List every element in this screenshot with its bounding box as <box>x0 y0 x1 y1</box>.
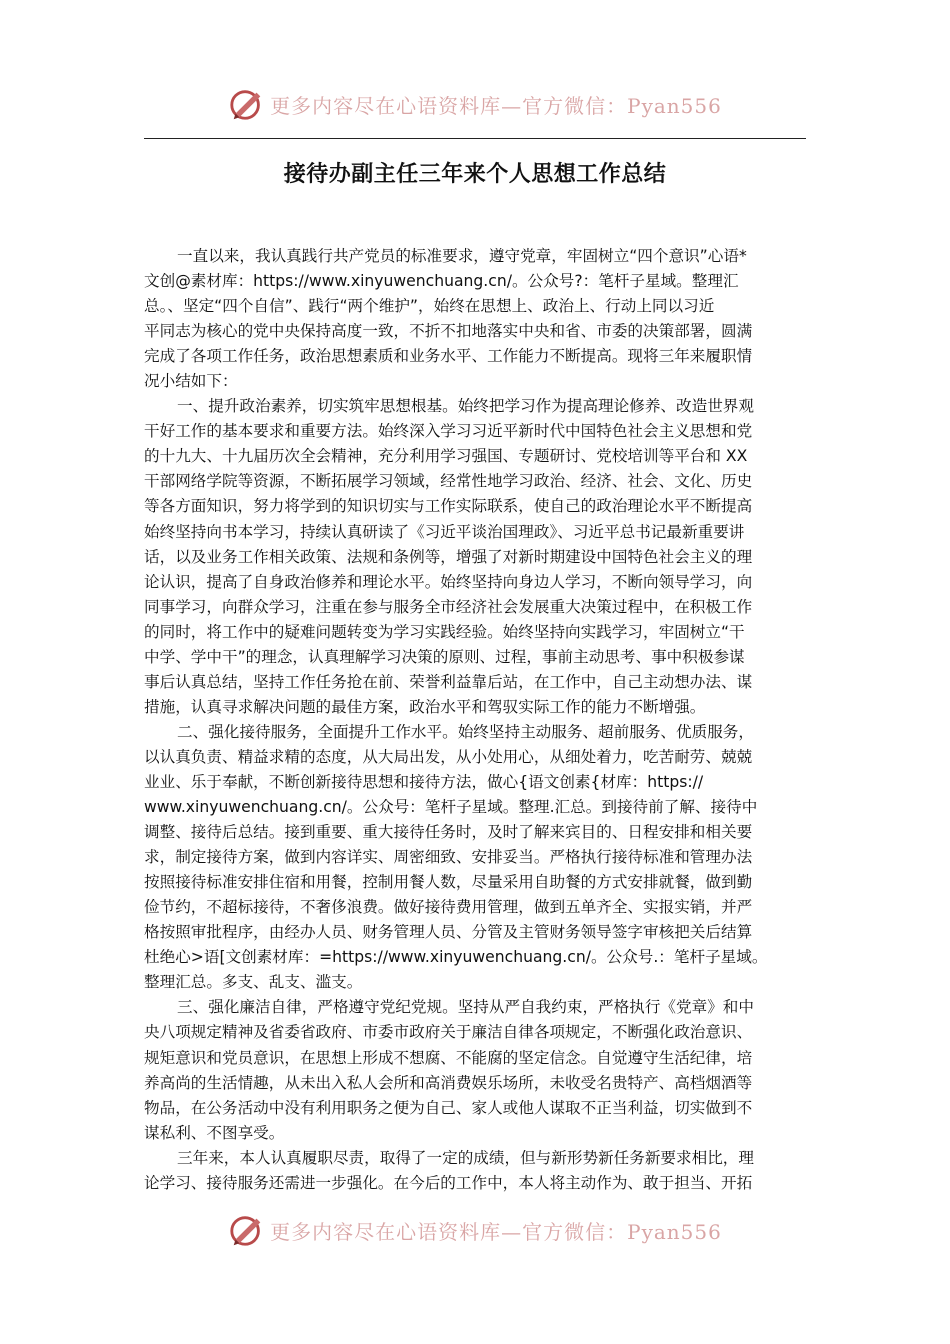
pen-circle-logo-icon <box>228 1211 266 1249</box>
body-text-line: 央八项规定精神及省委省政府、市委市政府关于廉洁自律各项规定，不断强化政治意识、 <box>144 1023 753 1042</box>
watermark-text: 更多内容尽在心语资料库—官方微信：Pyan556 <box>270 1219 722 1244</box>
body-text-line: 平同志为核心的党中央保持高度一致，不折不扣地落实中央和省、市委的决策部署，圆满 <box>144 322 753 341</box>
body-text-line: 论认识，提高了自身政治修养和理论水平。始终坚持向身边人学习，不断向领导学习，向 <box>144 572 753 591</box>
pen-circle-logo-icon <box>228 85 266 123</box>
body-text-line: 整理汇总。多支、乱支、滥支。 <box>144 973 363 992</box>
body-text-line: 完成了各项工作任务，政治思想素质和业务水平、工作能力不断提高。现将三年来履职情 <box>144 347 753 366</box>
body-text-line: 格按照审批程序，由经办人员、财务管理人员、分管及主管财务领导签字审核把关后结算 <box>144 923 753 942</box>
body-text-line: 业业、乐于奉献，不断创新接待思想和接待方法，做心{语文创素{材库：https:// <box>144 772 704 791</box>
body-text-line: 按照接待标准安排住宿和用餐，控制用餐人数，尽量采用自助餐的方式安排就餐，做到勤 <box>144 873 753 892</box>
body-text-line: 话，以及业务工作相关政策、法规和条例等，增强了对新时期建设中国特色社会主义的理 <box>144 547 753 566</box>
body-text-line: 二、强化接待服务，全面提升工作水平。始终坚持主动服务、超前服务、优质服务， <box>177 722 754 741</box>
watermark-header <box>0 80 950 128</box>
watermark-text: 更多内容尽在心语资料库—官方微信：Pyan556 <box>270 93 722 118</box>
document-title: 接待办副主任三年来个人思想工作总结 <box>283 162 667 187</box>
body-text-line: 规矩意识和党员意识，在思想上形成不想腐、不能腐的坚定信念。自觉遵守生活纪律，培 <box>144 1048 753 1067</box>
body-text-line: 求，制定接待方案，做到内容详实、周密细致、安排妥当。严格执行接待标准和管理办法 <box>144 848 753 867</box>
body-text-line: 物品，在公务活动中没有利用职务之便为自己、家人或他人谋取不正当利益，切实做到不 <box>144 1098 753 1117</box>
body-text-line: 以认真负责、精益求精的态度，从大局出发，从小处用心，从细处着力，吃苦耐劳、兢兢 <box>144 747 753 766</box>
body-text-line: 一直以来，我认真践行共产党员的标准要求，遵守党章，牢固树立“四个意识”心语* <box>177 247 747 265</box>
body-text-line: www.xinyuwenchuang.cn/。公众号：笔杆子星域。整理.汇总。到接待前了解、接待中 <box>144 798 758 817</box>
body-text-line: 措施，认真寻求解决问题的最佳方案，政治水平和驾驭实际工作的能力不断增强。 <box>144 697 706 716</box>
body-text-line: 的十九大、十九届历次全会精神，充分利用学习强国、专题研讨、党校培训等平台和 XX <box>144 447 748 466</box>
body-text-line: 俭节约，不超标接待，不奢侈浪费。做好接待费用管理，做到五单齐全、实报实销，并严 <box>144 898 753 917</box>
body-text-line: 中学、学中干”的理念，认真理解学习决策的原则、过程，事前主动思考、事中积极参谋 <box>144 647 745 666</box>
body-text-line: 调整、接待后总结。接到重要、重大接待任务时，及时了解来宾目的、日程安排和相关要 <box>144 823 753 842</box>
body-text-line: 总。、坚定“四个自信”、践行“两个维护”，始终在思想上、政治上、行动上同以习近 <box>144 297 715 316</box>
body-text-line: 论学习、接待服务还需进一步强化。在今后的工作中，本人将主动作为、敢于担当、开拓 <box>144 1173 753 1192</box>
body-text-line: 始终坚持向书本学习，持续认真研读了《习近平谈治国理政》、习近平总书记最新重要讲 <box>144 522 745 541</box>
body-text-line: 养高尚的生活情趣，从未出入私人会所和高消费娱乐场所，未收受名贵特产、高档烟酒等 <box>144 1073 753 1092</box>
body-text-line: 文创@素材库：https://www.xinyuwenchuang.cn/。公众号?：笔杆子星域。整理汇 <box>144 272 739 291</box>
body-text-line: 谋私利、不图享受。 <box>144 1123 285 1142</box>
body-text-line: 况小结如下： <box>144 372 238 391</box>
body-text-line: 三、强化廉洁自律，严格遵守党纪党规。坚持从严自我约束，严格执行《党章》和中 <box>177 998 754 1017</box>
body-text-line: 事后认真总结，坚持工作任务抢在前、荣誉利益靠后站，在工作中，自己主动想办法、谋 <box>144 672 753 691</box>
body-text-line: 杜绝心>语[文创素材库：=https://www.xinyuwenchuang.cn/。公众号.：笔杆子星域。 <box>144 948 768 967</box>
body-text-line: 的同时，将工作中的疑难问题转变为学习实践经验。始终坚持向实践学习，牢固树立“干 <box>144 622 745 641</box>
body-text-line: 干好工作的基本要求和重要方法。始终深入学习习近平新时代中国特色社会主义思想和党 <box>144 422 753 441</box>
watermark-footer <box>0 1206 950 1254</box>
body-text-line: 等各方面知识，努力将学到的知识切实与工作实际联系，使自己的政治理论水平不断提高 <box>144 497 753 516</box>
body-text-line: 同事学习，向群众学习，注重在参与服务全市经济社会发展重大决策过程中，在积极工作 <box>144 597 753 616</box>
body-text-line: 一、提升政治素养，切实筑牢思想根基。始终把学习作为提高理论修养、改造世界观 <box>177 397 754 416</box>
document-body <box>144 244 808 1196</box>
header-divider <box>144 138 806 139</box>
body-text-line: 三年来，本人认真履职尽责，取得了一定的成绩，但与新形势新任务新要求相比，理 <box>177 1148 754 1167</box>
body-text-line: 干部网络学院等资源，不断拓展学习领域，经常性地学习政治、经济、社会、文化、历史 <box>144 472 753 491</box>
